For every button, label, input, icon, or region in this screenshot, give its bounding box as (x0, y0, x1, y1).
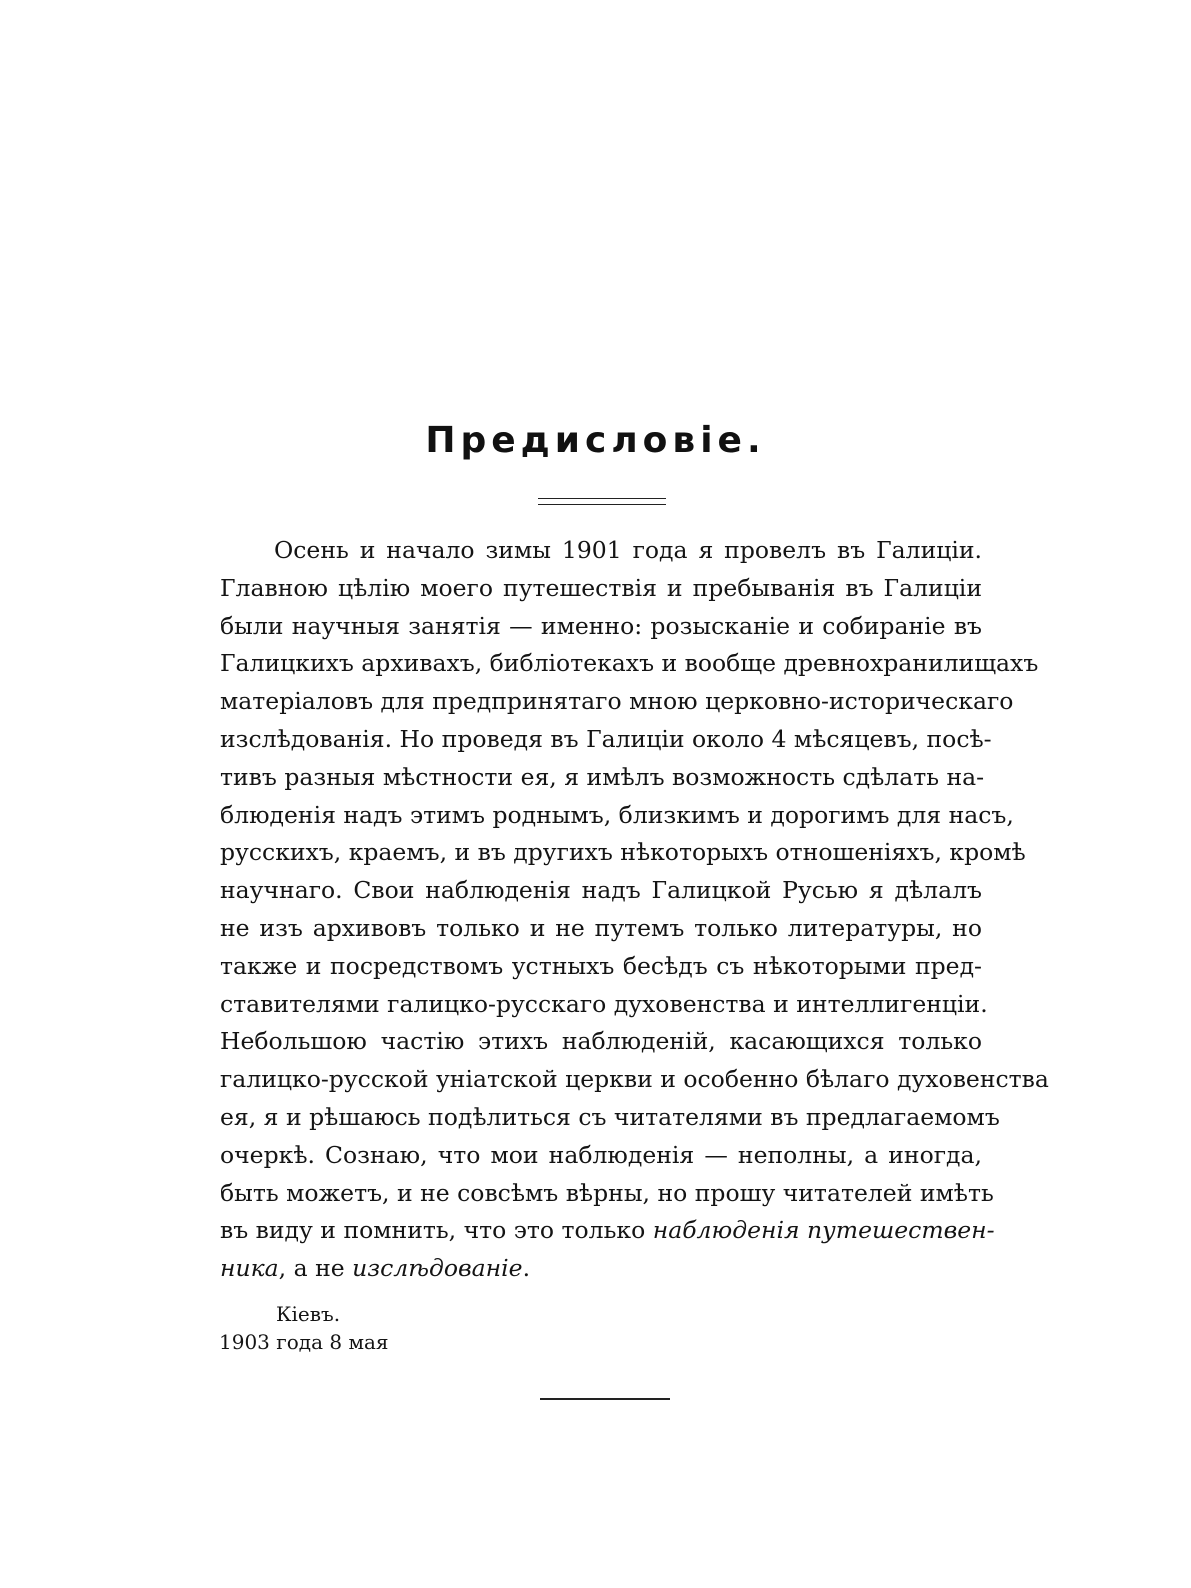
italic-segment: наблюденія путешествен- (652, 1216, 995, 1245)
italic-segment: ника (220, 1254, 279, 1283)
text-line (220, 1212, 995, 1250)
text-line: изслѣдованія. Но проведя въ Галиціи около 4 мѣсяцевъ, посѣ- (220, 724, 992, 753)
signature-date: 1903 года 8 мая (219, 1330, 389, 1354)
text-segment: , а не (278, 1254, 353, 1283)
text-line: русскихъ, краемъ, и въ другихъ нѣкоторыхъ отношеніяхъ, кромѣ (220, 838, 1026, 867)
text-segment: . (522, 1254, 531, 1283)
text-line: ставителями галицко-русскаго духовенства и интеллигенціи. (220, 989, 988, 1018)
signature-place: Кіевъ. (276, 1302, 341, 1326)
italic-segment: изслѣдованіе (352, 1254, 523, 1283)
text-line: галицко-русской уніатской церкви и особенно бѣлаго духовенства (220, 1065, 1049, 1094)
text-line: Осень и начало зимы 1901 года я провелъ въ Галиціи. (274, 536, 982, 564)
text-line: ея, я и рѣшаюсь подѣлиться съ читателями въ предлагаемомъ (220, 1102, 1000, 1131)
closing-rule (540, 1398, 670, 1400)
text-line: блюденія надъ этимъ роднымъ, близкимъ и дорогимъ для насъ, (220, 800, 1014, 829)
text-line: матеріаловъ для предпринятаго мною церковно-историческаго (220, 687, 1014, 716)
preface-paragraph (220, 532, 1049, 1288)
text-line: были научныя занятія — именно: розысканіе и собираніе въ (220, 611, 982, 640)
text-line: Главною цѣлію моего путешествія и пребыванія въ Галиціи (220, 573, 982, 602)
text-line: очеркѣ. Сознаю, что мои наблюденія — неполны, а иногда, (220, 1140, 982, 1169)
text-line (220, 1250, 982, 1288)
text-line: научнаго. Свои наблюденія надъ Галицкой Русью я дѣлалъ (220, 876, 982, 905)
text-line: не изъ архивовъ только и не путемъ только литературы, но (220, 913, 982, 942)
text-segment: въ виду и помнить, что это только (220, 1216, 653, 1245)
page-title: Предисловіе. (425, 420, 766, 461)
text-line: Галицкихъ архивахъ, библіотекахъ и вообще древнохранилищахъ (220, 649, 1039, 678)
text-line: тивъ разныя мѣстности ея, я имѣлъ возможность сдѣлать на- (220, 762, 985, 791)
text-line: также и посредствомъ устныхъ бесѣдъ съ нѣкоторыми пред- (220, 951, 982, 980)
text-line: Небольшою частію этихъ наблюденій, касающихся только (220, 1027, 982, 1056)
text-line: быть можетъ, и не совсѣмъ вѣрны, но прошу читателей имѣть (220, 1178, 994, 1207)
title-double-rule (538, 498, 666, 505)
